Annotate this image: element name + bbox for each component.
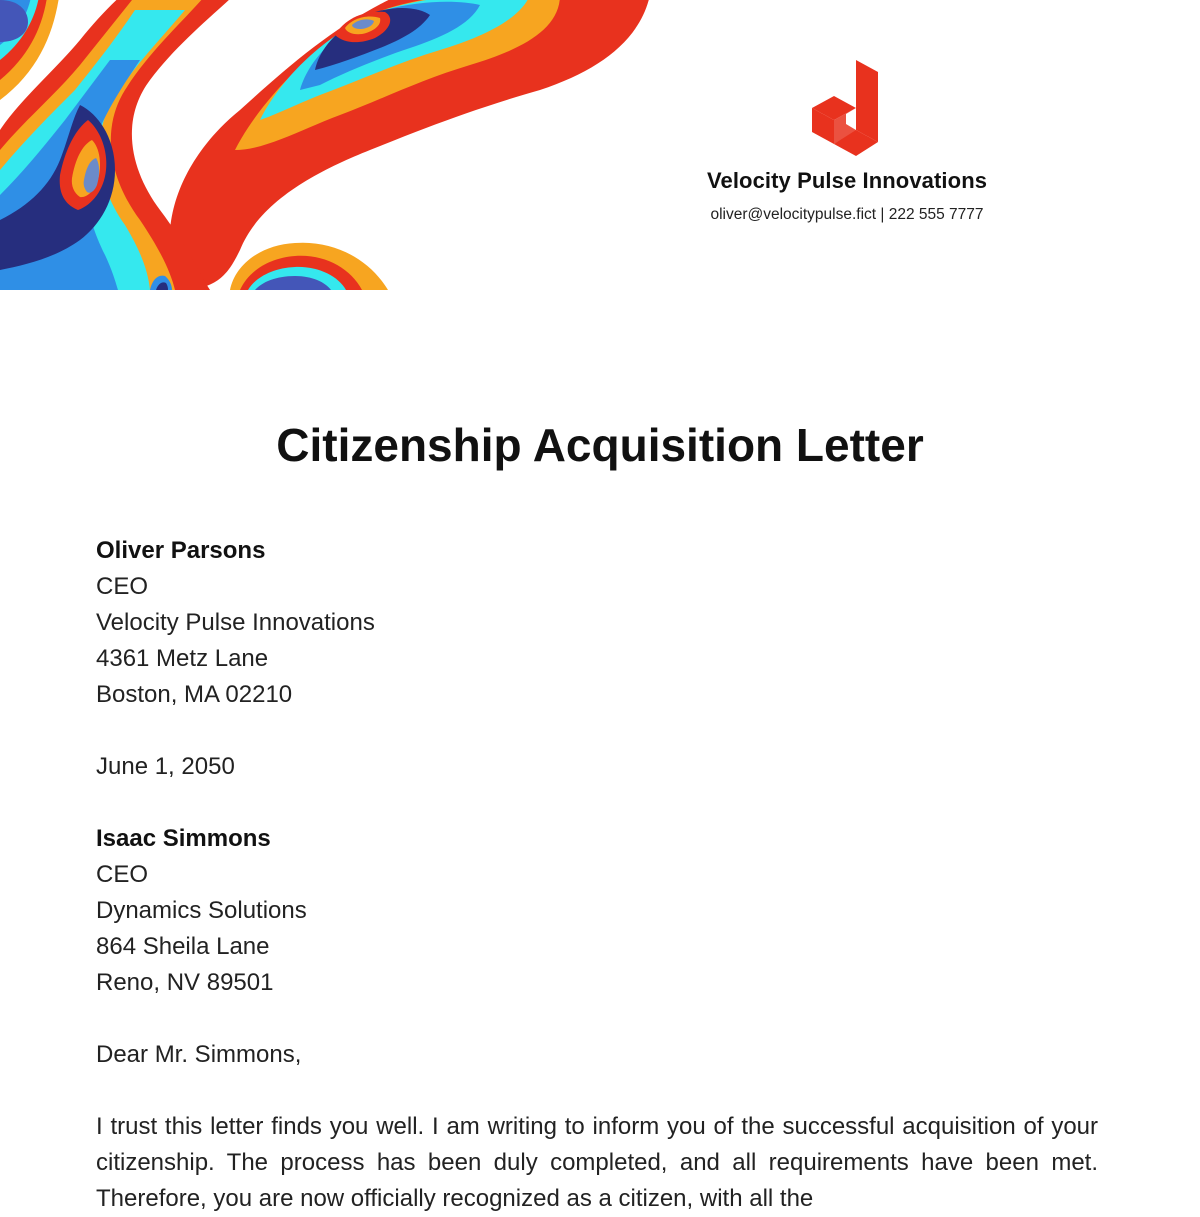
recipient-position: CEO — [96, 861, 149, 888]
date-block — [96, 749, 1098, 785]
letterhead — [0, 0, 1200, 290]
recipient-block — [96, 821, 1098, 1001]
sender-block — [96, 533, 1098, 713]
letter-date: June 1, 2050 — [96, 753, 235, 780]
abstract-wave-artwork — [0, 0, 700, 290]
company-contact: oliver@velocitypulse.fict | 222 555 7777 — [710, 206, 984, 223]
company-logo-icon — [812, 60, 882, 156]
salutation-block — [96, 1037, 1098, 1073]
recipient-name: Isaac Simmons — [96, 825, 271, 852]
recipient-company: Dynamics Solutions — [96, 897, 307, 924]
sender-city: Boston, MA 02210 — [96, 681, 293, 708]
body-paragraph: I trust this letter finds you well. I am writing to inform you of the successful acquisition of your citizenship. The process has been duly completed, and all requirements have been met. Therefore, you are now officially recognized as a citizen, with all the — [96, 1113, 1098, 1212]
company-name: Velocity Pulse Innovations — [706, 168, 988, 193]
recipient-street: 864 Sheila Lane — [96, 933, 270, 960]
sender-company: Velocity Pulse Innovations — [96, 609, 375, 636]
brand-block — [647, 60, 1047, 224]
salutation: Dear Mr. Simmons, — [96, 1041, 302, 1068]
sender-name: Oliver Parsons — [96, 537, 266, 564]
sender-street: 4361 Metz Lane — [96, 645, 269, 672]
letter-title: Citizenship Acquisition Letter — [276, 419, 924, 471]
sender-position: CEO — [96, 573, 149, 600]
recipient-city: Reno, NV 89501 — [96, 969, 274, 996]
letter-body — [96, 533, 1098, 1217]
